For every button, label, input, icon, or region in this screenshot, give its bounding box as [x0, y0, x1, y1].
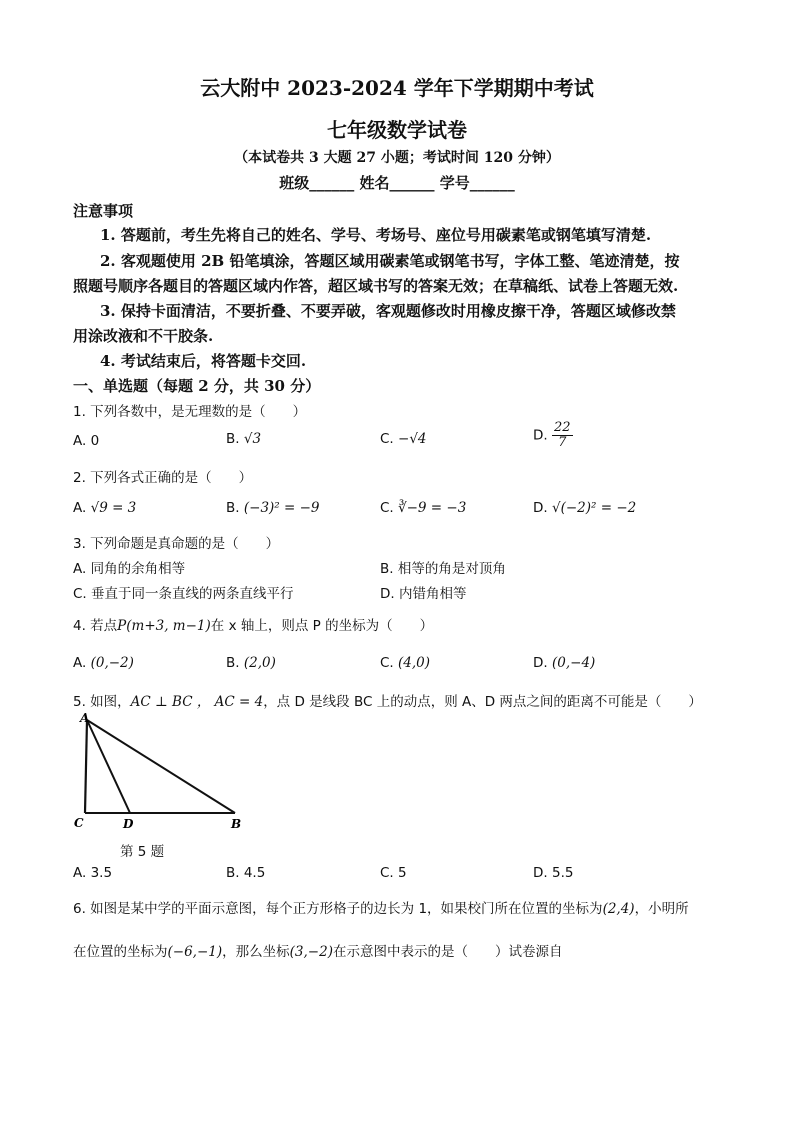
q5-option-c: C. 5	[380, 865, 407, 881]
q5-option-d: D. 5.5	[533, 865, 574, 881]
exam-note: （本试卷共 3 大题 27 小题；考试时间 120 分钟）	[234, 150, 560, 166]
q4-option-b: B. (2,0)	[226, 655, 276, 671]
notice-line-4: 3. 保持卡面清洁，不要折叠、不要弄破，客观题修改时用橡皮擦干净，答题区域修改禁	[100, 302, 676, 320]
q4-stem: 4. 若点P(m+3, m−1)在 x 轴上，则点 P 的坐标为（ ）	[73, 618, 434, 634]
segment-ac	[85, 720, 87, 813]
q1-option-c: C. −√4	[380, 431, 427, 447]
q5-option-a: A. 3.5	[73, 865, 113, 881]
q3-option-b: B. 相等的角是对顶角	[380, 561, 506, 577]
section-heading: 一、单选题（每题 2 分，共 30 分）	[73, 377, 321, 395]
label-c: C	[74, 816, 84, 830]
q1-option-b: B. √3	[226, 431, 262, 447]
q3-option-a: A. 同角的余角相等	[73, 561, 186, 577]
notice-line-5: 用涂改液和不干胶条.	[73, 327, 214, 345]
label-a: A	[80, 711, 90, 725]
q3-option-d: D. 内错角相等	[380, 586, 467, 602]
q4-option-a: A. (0,−2)	[73, 655, 134, 671]
notice-line-1: 1. 答题前，考生先将自己的姓名、学号、考场号、座位号用碳素笔或钢笔填写清楚.	[100, 226, 652, 244]
q2-option-d: D. √(−2)² = −2	[533, 500, 637, 516]
q2-option-c: C. ∛−9 = −3	[380, 500, 467, 516]
notice-line-3: 照题号顺序各题目的答题区域内作答，超区域书写的答案无效；在草稿纸、试卷上答题无效.	[73, 277, 679, 295]
q2-option-a: A. √9 = 3	[73, 500, 137, 516]
q1-c-math: −√4	[398, 431, 427, 447]
q3-stem: 3. 下列命题是真命题的是（ ）	[73, 536, 280, 552]
notice-line-2: 2. 客观题使用 2B 铅笔填涂，答题区域用碳素笔或钢笔书写，字体工整、笔迹清楚，按	[100, 252, 680, 270]
exam-subtitle: 七年级数学试卷	[327, 118, 467, 142]
label-b: B	[231, 817, 242, 831]
q5-triangle-figure	[70, 710, 250, 835]
q1-option-d: D. $\frac{22}{7}$	[533, 420, 571, 450]
q5-option-b: B. 4.5	[226, 865, 266, 881]
student-fields: 班级______ 姓名______ 学号______	[279, 174, 515, 192]
q5-stem: 5. 如图，AC ⊥ BC ， AC = 4，点 D 是线段 BC 上的动点，则 A、D 两点之间的距离不可能是（ ）	[73, 694, 702, 710]
notice-heading: 注意事项	[73, 202, 134, 220]
q1-d-fraction: $\frac{22}{7}$	[553, 420, 571, 450]
q2-option-b: B. (−3)² = −9	[226, 500, 320, 516]
q3-option-c: C. 垂直于同一条直线的两条直线平行	[73, 586, 294, 602]
q6-line-2: 在位置的坐标为(−6,−1)，那么坐标(3,−2)在示意图中表示的是（ ）试卷源自	[73, 944, 563, 960]
label-d: D	[123, 817, 134, 831]
q4-option-d: D. (0,−4)	[533, 655, 596, 671]
q1-option-a: A. 0	[73, 433, 100, 449]
q6-line-1: 6. 如图是某中学的平面示意图，每个正方形格子的边长为 1，如果校门所在位置的坐标为(2,4)，小明所	[73, 901, 689, 917]
q1-b-math: √3	[243, 431, 262, 447]
q5-caption: 第 5 题	[120, 844, 165, 860]
exam-title: 云大附中 2023-2024 学年下学期期中考试	[200, 76, 594, 100]
q4-option-c: C. (4,0)	[380, 655, 431, 671]
q2-stem: 2. 下列各式正确的是（ ）	[73, 470, 253, 486]
notice-line-6: 4. 考试结束后，将答题卡交回.	[100, 352, 307, 370]
q1-stem: 1. 下列各数中，是无理数的是（ ）	[73, 404, 307, 420]
